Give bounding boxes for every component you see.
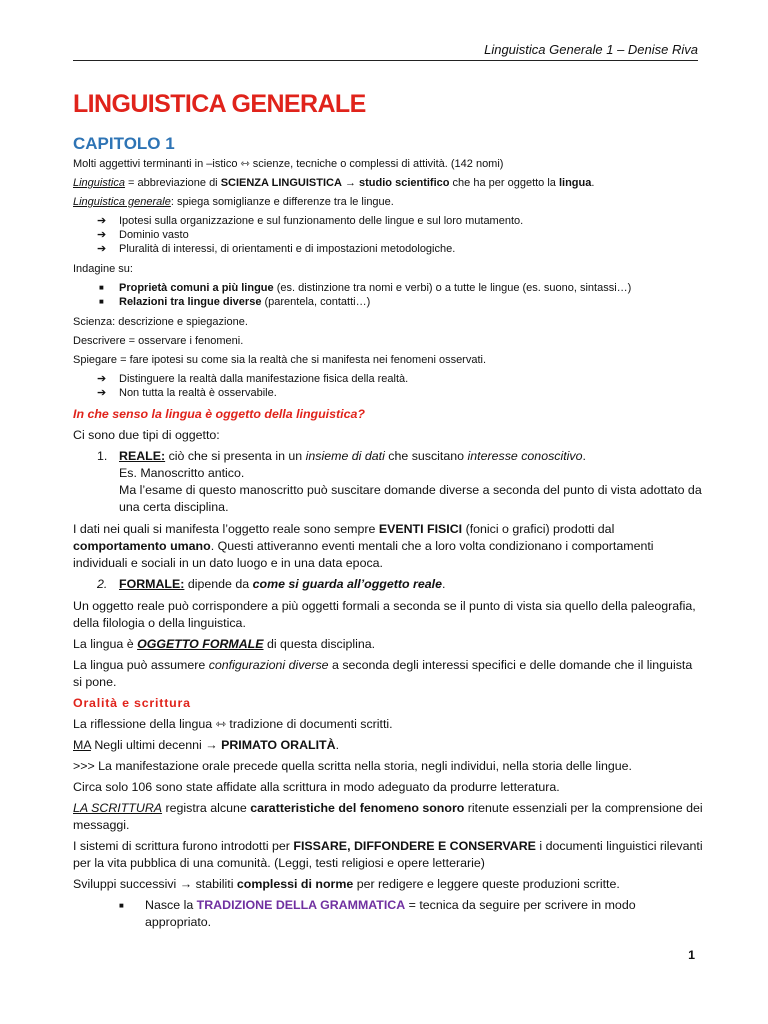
arrow-icon: ➔ xyxy=(97,215,107,227)
definition-linguistica: Linguistica = abbreviazione di SCIENZA LINGUISTICA → studio scientifico che ha per oggetto la lingua. xyxy=(73,177,595,189)
running-header xyxy=(73,42,698,61)
intro-paragraph: Molti aggettivi terminanti in –istico ⇿ scienze, tecniche o complessi di attività. (142 nomi) xyxy=(73,158,504,170)
dati-paragraph: I dati nei quali si manifesta l’oggetto reale sono sempre EVENTI FISICI (fonici o grafici) prodotti dal comportamento umano. Questi attiveranno eventi mentali che a loro volta condizionano i comportamenti individuali e sociali in un dato luogo e in una data epoca. xyxy=(73,522,654,570)
list-item: ➔ Pluralità di interessi, di orientamenti e di impostazioni metodologiche. xyxy=(97,243,456,255)
due-tipi-paragraph: Ci sono due tipi di oggetto: xyxy=(73,428,220,442)
square-bullet-icon: ■ xyxy=(99,283,104,292)
definition-linguistica-generale: Linguistica generale: spiega somiglianze e differenze tra le lingue. xyxy=(73,196,394,208)
riflessione-paragraph: La riflessione della lingua ⇿ tradizione di documenti scritti. xyxy=(73,717,393,731)
square-bullet-icon: ■ xyxy=(119,901,124,910)
numbered-item-formale: 2. FORMALE: dipende da come si guarda all’oggetto reale. xyxy=(97,577,446,591)
arrow-icon: ➔ xyxy=(97,387,107,399)
arrow-icon: ➔ xyxy=(97,243,107,255)
manifestazione-paragraph: >>> La manifestazione orale precede quella scritta nella storia, negli individui, nella storia delle lingue. xyxy=(73,759,632,773)
list-item: ➔ Non tutta la realtà è osservabile. xyxy=(97,387,277,399)
list-item: ■ Proprietà comuni a più lingue (es. distinzione tra nomi e verbi) o a tutte le lingue (es. suono, sintassi…) xyxy=(99,282,632,294)
square-bullet-icon: ■ xyxy=(99,297,104,306)
page-content xyxy=(73,88,703,931)
document-title: LINGUISTICA GENERALE xyxy=(73,90,366,118)
header-text: Linguistica Generale 1 – Denise Riva xyxy=(484,42,698,57)
arrow-list-2 xyxy=(73,372,703,400)
chapter-heading: CAPITOLO 1 xyxy=(73,134,175,153)
scrittura-paragraph: LA SCRITTURA registra alcune caratteristiche del fenomeno sonoro ritenute essenziali per la comprensione dei messaggi. xyxy=(73,801,703,832)
list-item: ➔ Ipotesi sulla organizzazione e sul funzionamento delle lingue e sul loro mutamento. xyxy=(97,215,524,227)
sviluppi-paragraph: Sviluppi successivi → stabiliti complessi di norme per redigere e leggere queste produzioni scritte. xyxy=(73,877,620,891)
spiegare-paragraph: Spiegare = fare ipotesi su come sia la realtà che si manifesta nei fenomeni osservati. xyxy=(73,354,487,366)
arrow-list-1 xyxy=(73,214,703,256)
oggetto-paragraph: Un oggetto reale può corrispondere a più oggetti formali a seconda se il punto di vista sia quello della paleografia, della filologia o della linguistica. xyxy=(73,599,696,630)
section-heading: Oralità e scrittura xyxy=(73,696,191,710)
square-list-2 xyxy=(73,897,703,931)
arrow-icon: ➔ xyxy=(97,229,107,241)
scienza-paragraph: Scienza: descrizione e spiegazione. xyxy=(73,316,248,328)
list-item: ➔ Distinguere la realtà dalla manifestazione fisica della realtà. xyxy=(97,373,409,385)
arrow-icon: ➔ xyxy=(97,373,107,385)
question-heading: In che senso la lingua è oggetto della linguistica? xyxy=(73,407,365,421)
circa-paragraph: Circa solo 106 sono state affidate alla scrittura in modo adeguato da produrre letteratura. xyxy=(73,780,560,794)
list-item: ■ Relazioni tra lingue diverse (parentela, contatti…) xyxy=(99,296,371,308)
page-number: 1 xyxy=(688,948,695,962)
list-item: ➔ Dominio vasto xyxy=(97,229,189,241)
lingua-paragraph: La lingua è OGGETTO FORMALE di questa disciplina. xyxy=(73,637,376,651)
indagine-label: Indagine su: xyxy=(73,263,133,275)
sistemi-paragraph: I sistemi di scrittura furono introdotti per FISSARE, DIFFONDERE E CONSERVARE i documenti linguistici rilevanti per la vita pubblica di una comunità. (Leggi, testi religiosi e opere letterarie) xyxy=(73,839,703,870)
square-list-1 xyxy=(73,281,703,309)
config-paragraph: La lingua può assumere configurazioni diverse a seconda degli interessi specifici e delle domande che il linguista si pone. xyxy=(73,658,693,689)
numbered-item-reale: 1. REALE: ciò che si presenta in un insieme di dati che suscitano interesse conoscitivo. Es. Manoscritto antico. Ma l’esame di questo manoscritto può suscitare domande diverse a seconda del punto di vista adottato da una certa disciplina. xyxy=(97,449,702,514)
ma-paragraph: MA Negli ultimi decenni → PRIMATO ORALITÀ. xyxy=(73,738,340,752)
list-item: ■ Nasce la TRADIZIONE DELLA GRAMMATICA = tecnica da seguire per scrivere in modo appropriato. xyxy=(119,898,636,929)
descrivere-paragraph: Descrivere = osservare i fenomeni. xyxy=(73,335,244,347)
